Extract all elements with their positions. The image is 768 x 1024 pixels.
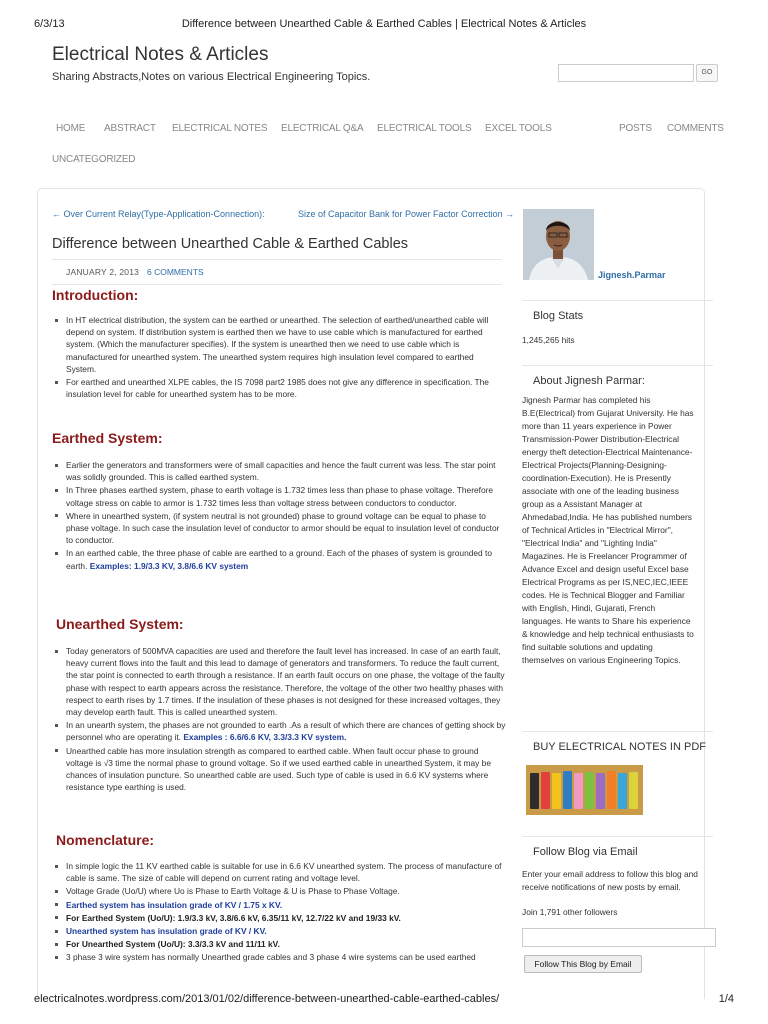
- books-image[interactable]: [526, 765, 643, 815]
- print-title: Difference between Unearthed Cable & Earthed Cables | Electrical Notes & Articles: [181, 18, 587, 30]
- nav-abstract[interactable]: ABSTRACT: [104, 123, 156, 134]
- earthed-list: [52, 459, 506, 573]
- about-text: Jignesh Parmar has completed his B.E(Electrical) from Gujarat University. He has more than 11 years experience in Power Transmission-Power Distribution-Electrical energy theft detection-Electrical Maintenance-Electrical Projects(Planning-Designing-coordination-Execution). He is Presently associate with one of the leading business group as a Assistant Manager at Ahmedabad,India. He has published numbers of Technical Articles in "Electrical Mirror", "Electrical India" and "Lighting India" Magazines. He is Freelancer Programmer of Advance Excel and design useful Excel base Electrical Programs as per IS,NEC,IEC,IEEE codes. He is Technical Blogger and Familiar with English, Hindi, Gujarati, French languages. He wants to Share his experience & knowledge and help technical enthusiasts to find suitable solutions and updating themselves on various Engineering Topics.: [522, 395, 694, 665]
- nav-electrical-qa[interactable]: ELECTRICAL Q&A: [281, 123, 364, 134]
- list-item: [52, 912, 506, 924]
- item-text: Earthed system has insulation grade of KV / 1.75 x KV.: [66, 899, 283, 910]
- nav-comments-feed[interactable]: COMMENTS: [667, 123, 724, 134]
- page-number: 1/4: [718, 993, 734, 1005]
- list-item: In simple logic the 11 KV earthed cable is suitable for use in 6.6 KV unearthed system. The process of manufacture of cable is same. The size of cable will depend on current rating and voltage level.: [52, 860, 506, 884]
- list-item: Today generators of 500MVA capacities are used and therefore the fault level has increased. In case of an earth fault, heavy current flows into the fault and this lead to damage of generators and transformers. To reduce the fault current, the star point is connected to earth through a resistance. If an earth fault occurs on one phase, the voltage of the faulty phase with respect to earth appears across the resistance. Therefore, the voltage of the other two healthy phases with respect to earth rises by 1.7 times. If the insulation of these phases is not designed for these increased voltages, they may develop earth fault. This is called unearthed system.: [52, 645, 506, 718]
- item-text: For Earthed System (Uo/U): 1.9/3.3 kV, 3.8/6.6 kV, 6.35/11 kV, 12.7/22 kV and 19/33 kV.: [66, 912, 401, 923]
- comments-link[interactable]: 6 COMMENTS: [147, 267, 204, 277]
- post-meta: [52, 259, 502, 285]
- author-avatar[interactable]: [523, 209, 594, 280]
- list-item: [52, 938, 506, 950]
- site-title[interactable]: Electrical Notes & Articles: [52, 44, 269, 65]
- post-date: JANUARY 2, 2013: [66, 267, 140, 277]
- search-input[interactable]: [558, 64, 694, 82]
- nav-uncategorized[interactable]: UNCATEGORIZED: [52, 154, 136, 165]
- book-spine: [585, 772, 594, 809]
- book-spine: [541, 772, 550, 809]
- item-text: In an earthed cable, the three phase of cable are earthed to a ground. Each of the phases of system is grounded to earth.: [66, 548, 493, 571]
- nav-excel-tools[interactable]: EXCEL TOOLS: [485, 123, 552, 134]
- list-item: [52, 899, 506, 911]
- list-item: [52, 719, 506, 743]
- print-date: 6/3/13: [34, 18, 65, 30]
- search-go-button[interactable]: GO: [696, 64, 718, 82]
- nomenclature-list: [52, 860, 506, 965]
- prev-post-link[interactable]: ← Over Current Relay(Type-Application-Connection):: [52, 209, 265, 219]
- nav-posts-feed[interactable]: POSTS: [619, 123, 652, 134]
- list-item: [52, 547, 506, 571]
- list-item: In Three phases earthed system, phase to earth voltage is 1.732 times less than phase to phase voltage. Therefore voltage stress on cable to armor is 1.732 times less than voltage stress between conductors to conductor.: [52, 484, 506, 508]
- list-item: For earthed and unearthed XLPE cables, the IS 7098 part2 1985 does not give any difference in specification. The insulation level for cable for unearthed system has to be more.: [52, 376, 506, 400]
- buy-pdf-heading: BUY ELECTRICAL NOTES IN PDF: [522, 731, 713, 753]
- list-item: 3 phase 3 wire system has normally Unearthed grade cables and 3 phase 4 wire systems can be used earthed: [52, 951, 506, 963]
- book-spine: [563, 771, 572, 809]
- person-icon: [523, 209, 594, 280]
- examples-text: Examples : 6.6/6.6 KV, 3.3/3.3 KV system.: [183, 732, 347, 743]
- list-item: In HT electrical distribution, the system can be earthed or unearthed. The selection of earthed/unearthed cable will depend on system. If distribution system is earthed then we have to use cable which is manufactured for earthed system. (Which the manufacturer specifies). If the system is unearthed then we need to use cable which is manufactured for unearthed system. The unearthed system requires high insulation level compared to earthed System.: [52, 314, 506, 375]
- list-item: Earlier the generators and transformers were of small capacities and hence the fault current was less. The star point was solidly grounded. This is called earthed system.: [52, 459, 506, 483]
- nav-electrical-tools[interactable]: ELECTRICAL TOOLS: [377, 123, 472, 134]
- followers-count: Join 1,791 other followers: [522, 907, 618, 917]
- list-item: [52, 925, 506, 937]
- hits-count: 1,245,265 hits: [522, 335, 575, 345]
- blog-stats-heading: Blog Stats: [522, 300, 713, 322]
- follow-description: Enter your email address to follow this blog and receive notifications of new posts by email.: [522, 869, 698, 892]
- book-spine: [574, 773, 583, 809]
- item-text: For Unearthed System (Uo/U): 3.3/3.3 kV and 11/11 kV.: [66, 939, 280, 950]
- book-spine: [530, 773, 539, 809]
- item-text: In an unearth system, the phases are not grounded to earth .As a result of which there are chances of getting shock by personnel who are operating it.: [66, 720, 506, 743]
- earthed-heading: Earthed System:: [52, 430, 163, 446]
- about-heading: About Jignesh Parmar:: [522, 365, 713, 387]
- list-item: Unearthed cable has more insulation strength as compared to earthed cable. When fault occur phase to ground voltage is √3 time the normal phase to ground voltage. So if we used earthed cable in unearthed System, it may be chances of insulation puncture. So unearthed cable are used. Such type of cable is used in 6.6 KV systems where resistance type earthing is used.: [52, 745, 506, 794]
- unearthed-list: [52, 645, 506, 794]
- book-spine: [552, 773, 561, 809]
- book-spine: [596, 773, 605, 809]
- nomenclature-heading: Nomenclature:: [56, 832, 155, 848]
- book-spine: [629, 772, 638, 809]
- examples-text: Examples: 1.9/3.3 KV, 3.8/6.6 KV system: [89, 560, 249, 571]
- list-item: Where in unearthed system, (if system neutral is not grounded) phase to ground voltage can be equal to phase to phase voltage. In such case the insulation level of conductor to armor should be equal to insulation level of conductor to conductor.: [52, 510, 506, 547]
- intro-list: [52, 314, 506, 401]
- list-item: Voltage Grade (Uo/U) where Uo is Phase to Earth Voltage & U is Phase to Phase Voltage.: [52, 885, 506, 897]
- nav-home[interactable]: HOME: [56, 123, 86, 134]
- unearthed-heading: Unearthed System:: [56, 616, 184, 632]
- book-spine: [607, 771, 616, 809]
- next-post-link[interactable]: Size of Capacitor Bank for Power Factor Correction →: [298, 209, 515, 219]
- nav-electrical-notes[interactable]: ELECTRICAL NOTES: [172, 123, 268, 134]
- post-title: Difference between Unearthed Cable & Earthed Cables: [52, 236, 409, 252]
- follow-heading: Follow Blog via Email: [522, 836, 713, 858]
- book-spine: [618, 773, 627, 809]
- email-field[interactable]: [522, 928, 716, 947]
- item-text: Unearthed system has insulation grade of KV / KV.: [66, 926, 267, 937]
- author-name[interactable]: Jignesh.Parmar: [598, 270, 666, 280]
- intro-heading: Introduction:: [52, 287, 139, 303]
- print-url: electricalnotes.wordpress.com/2013/01/02/difference-between-unearthed-cable-earthed-cables/: [34, 993, 500, 1005]
- site-description: Sharing Abstracts,Notes on various Electrical Engineering Topics.: [52, 71, 371, 83]
- follow-button[interactable]: Follow This Blog by Email: [524, 955, 642, 973]
